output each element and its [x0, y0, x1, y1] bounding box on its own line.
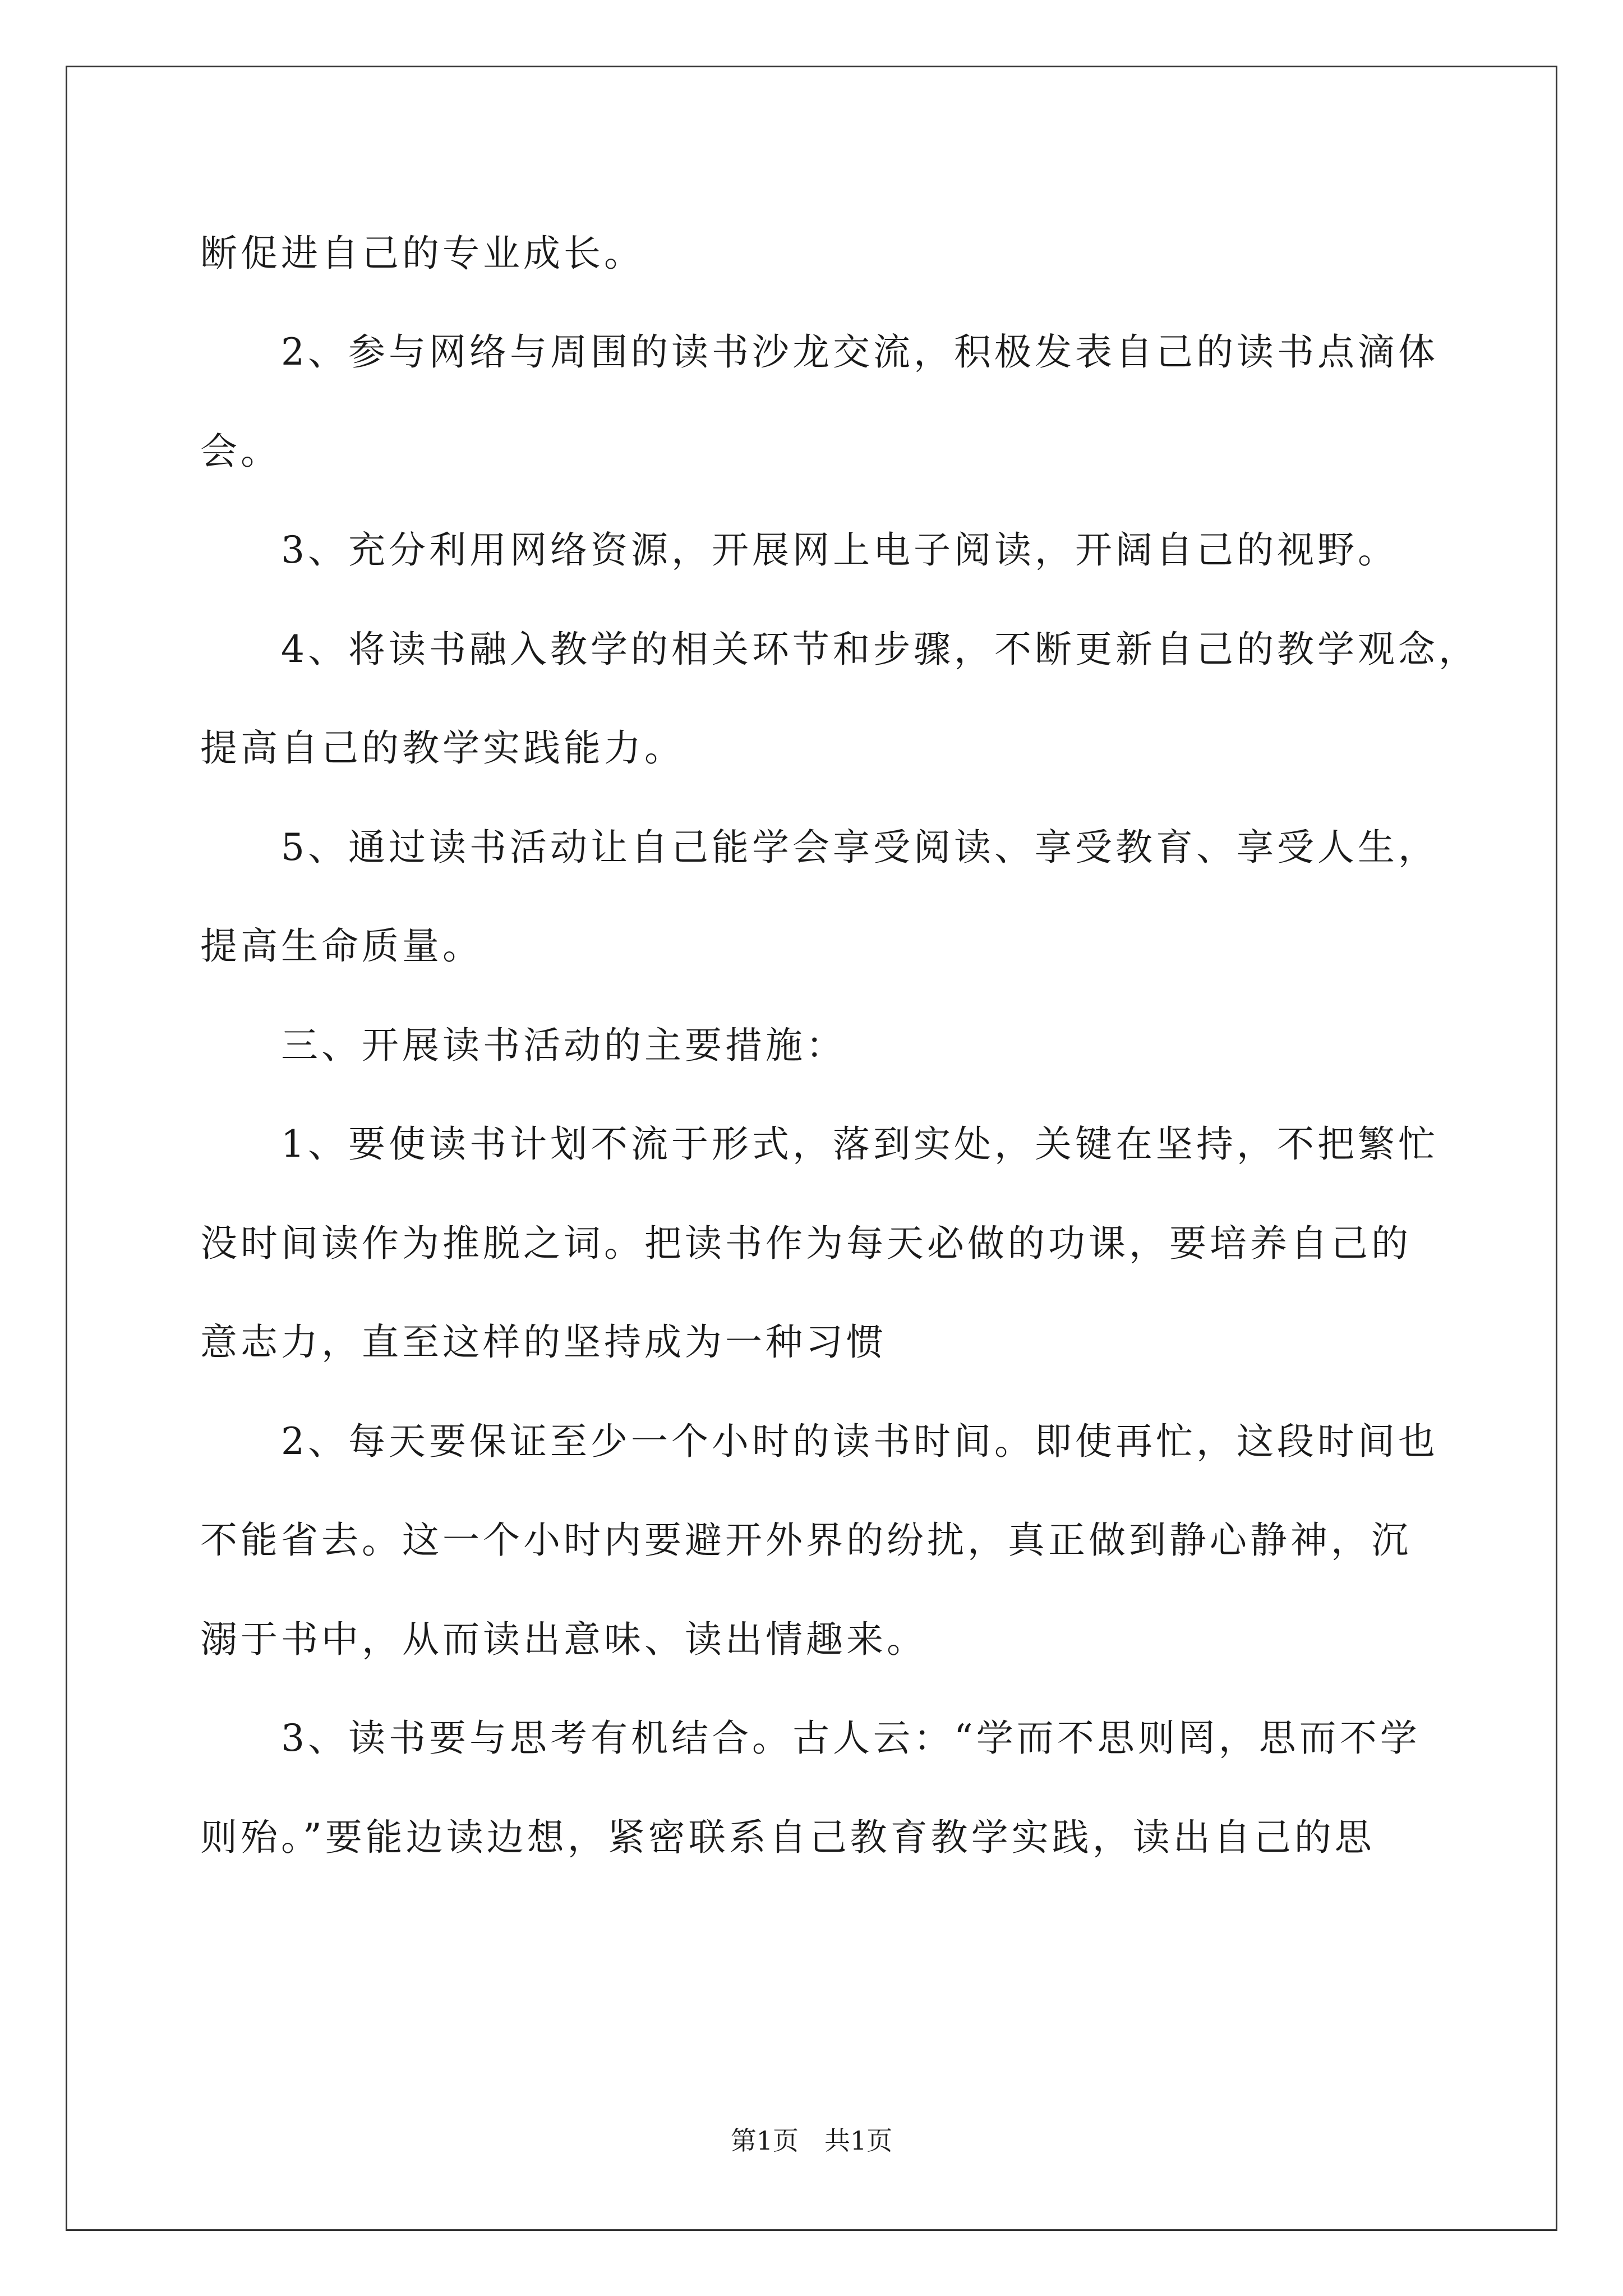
text-line: 提高生命质量。: [200, 924, 483, 968]
text-line: 断促进自己的专业成长。: [200, 232, 644, 275]
text-line: 意志力，直至这样的坚持成为一种习惯: [200, 1320, 887, 1364]
text-line: 不能省去。这一个小时内要避开外界的纷扰，真正做到静心静神，沉: [200, 1519, 1412, 1562]
text-line: 5、通过读书活动让自己能学会享受阅读、享受教育、享受人生，: [200, 826, 1438, 869]
text-line: 溺于书中，从而读出意味、读出情趣来。: [200, 1618, 927, 1661]
text-line: 三、开展读书活动的主要措施：: [200, 1024, 846, 1067]
text-line: 提高自己的教学实践能力。: [200, 726, 685, 770]
text-line: 3、读书要与思考有机结合。古人云：“学而不思则罔，思而不学: [200, 1717, 1421, 1760]
page-number-footer: 第1页 共1页: [730, 2125, 893, 2156]
text-line: 会。: [200, 430, 281, 473]
text-line: 则殆。”要能边读边想，紧密联系自己教育教学实践，读出自己的思: [200, 1816, 1375, 1859]
text-line: 3、充分利用网络资源，开展网上电子阅读，开阔自己的视野。: [200, 528, 1398, 572]
text-line: 4、将读书融入教学的相关环节和步骤，不断更新自己的教学观念，: [200, 628, 1479, 671]
text-line: 没时间读作为推脱之词。把读书作为每天必做的功课，要培养自己的: [200, 1222, 1412, 1265]
text-line: 2、每天要保证至少一个小时的读书时间。即使再忙，这段时间也: [200, 1420, 1438, 1463]
text-line: 1、要使读书计划不流于形式，落到实处，关键在坚持，不把繁忙: [200, 1122, 1438, 1166]
text-line: 2、参与网络与周围的读书沙龙交流，积极发表自己的读书点滴体: [200, 330, 1438, 374]
